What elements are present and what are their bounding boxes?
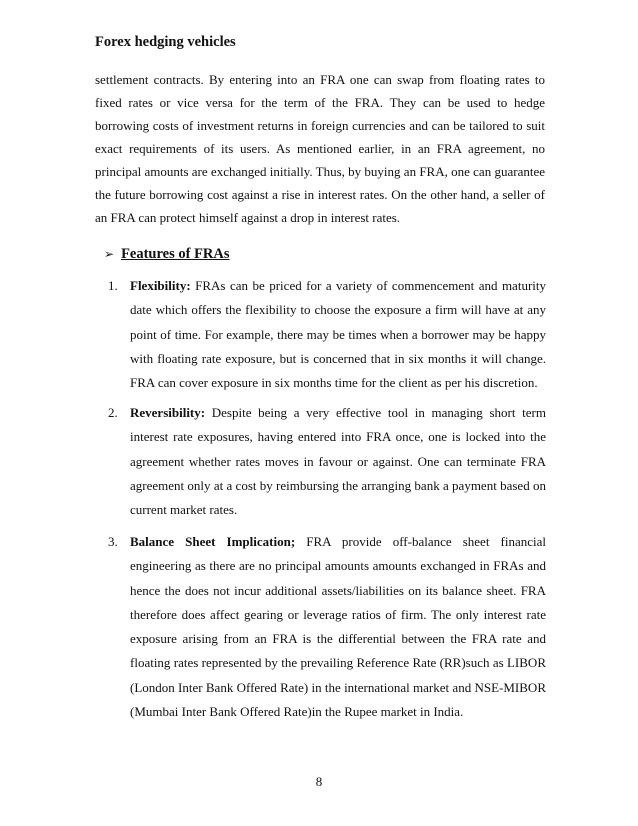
feature-item-flexibility bbox=[108, 274, 546, 395]
item-term: Flexibility: bbox=[130, 278, 191, 293]
arrow-bullet-icon: ➢ bbox=[104, 247, 115, 261]
feature-item-reversibility bbox=[108, 401, 546, 522]
item-number: 3. bbox=[108, 534, 118, 549]
item-number: 1. bbox=[108, 278, 118, 293]
intro-paragraph: settlement contracts. By entering into an FRA one can swap from floating rates to fixed rates or vice versa for the term of the FRA. They can be used to hedge borrowing costs of investment returns in foreign currencies and can be tailored to suit exact requirements of its users. As mentioned earlier, in an FRA agreement, no principal amounts are exchanged initially. Thus, by buying an FRA, one can guarantee the future borrowing cost against a rise in interest rates. On the other hand, a seller of an FRA can protect himself against a drop in interest rates. bbox=[95, 72, 545, 225]
feature-item-balance-sheet bbox=[108, 530, 546, 724]
list-item bbox=[108, 274, 546, 395]
list-item bbox=[108, 530, 546, 724]
item-text: Despite being a very effective tool in managing short term interest rate exposures, having entered into FRA once, one is locked into the agreement whether rates moves in favour or against. One can terminate FRA agreement only at a cost by reimbursing the arranging bank a payment based on current market rates. bbox=[130, 405, 546, 518]
section-heading bbox=[104, 246, 230, 263]
item-term: Balance Sheet Implication; bbox=[130, 534, 296, 549]
item-term: Reversibility: bbox=[130, 405, 206, 420]
item-text: FRAs can be priced for a variety of commencement and maturity date which offers the flexibility to choose the exposure a firm will have at any point of time. For example, there may be times when a borrower may be happy with floating rate exposure, but is concerned that in six months it will change. FRA can cover exposure in six months time for the client as per his discretion. bbox=[130, 278, 546, 391]
list-item bbox=[108, 401, 546, 522]
item-number: 2. bbox=[108, 405, 118, 420]
page-number: 8 bbox=[315, 774, 323, 789]
item-text: FRA provide off-balance sheet financial engineering as there are no principal amounts amounts exchanged in FRAs and hence the does not incur additional assets/liabilities on its balance sheet. FRA therefore does affect gearing or leverage ratios of firm. The only interest rate exposure arising from an FRA is the differential between the FRA rate and floating rates represented by the prevailing Reference Rate (RR)such as LIBOR (London Inter Bank Offered Rate) in the international market and NSE-MIBOR (Mumbai Inter Bank Offered Rate)in the Rupee market in India. bbox=[130, 534, 546, 720]
page-header: Forex hedging vehicles bbox=[95, 34, 236, 50]
section-heading-text: Features of FRAs bbox=[121, 246, 230, 262]
